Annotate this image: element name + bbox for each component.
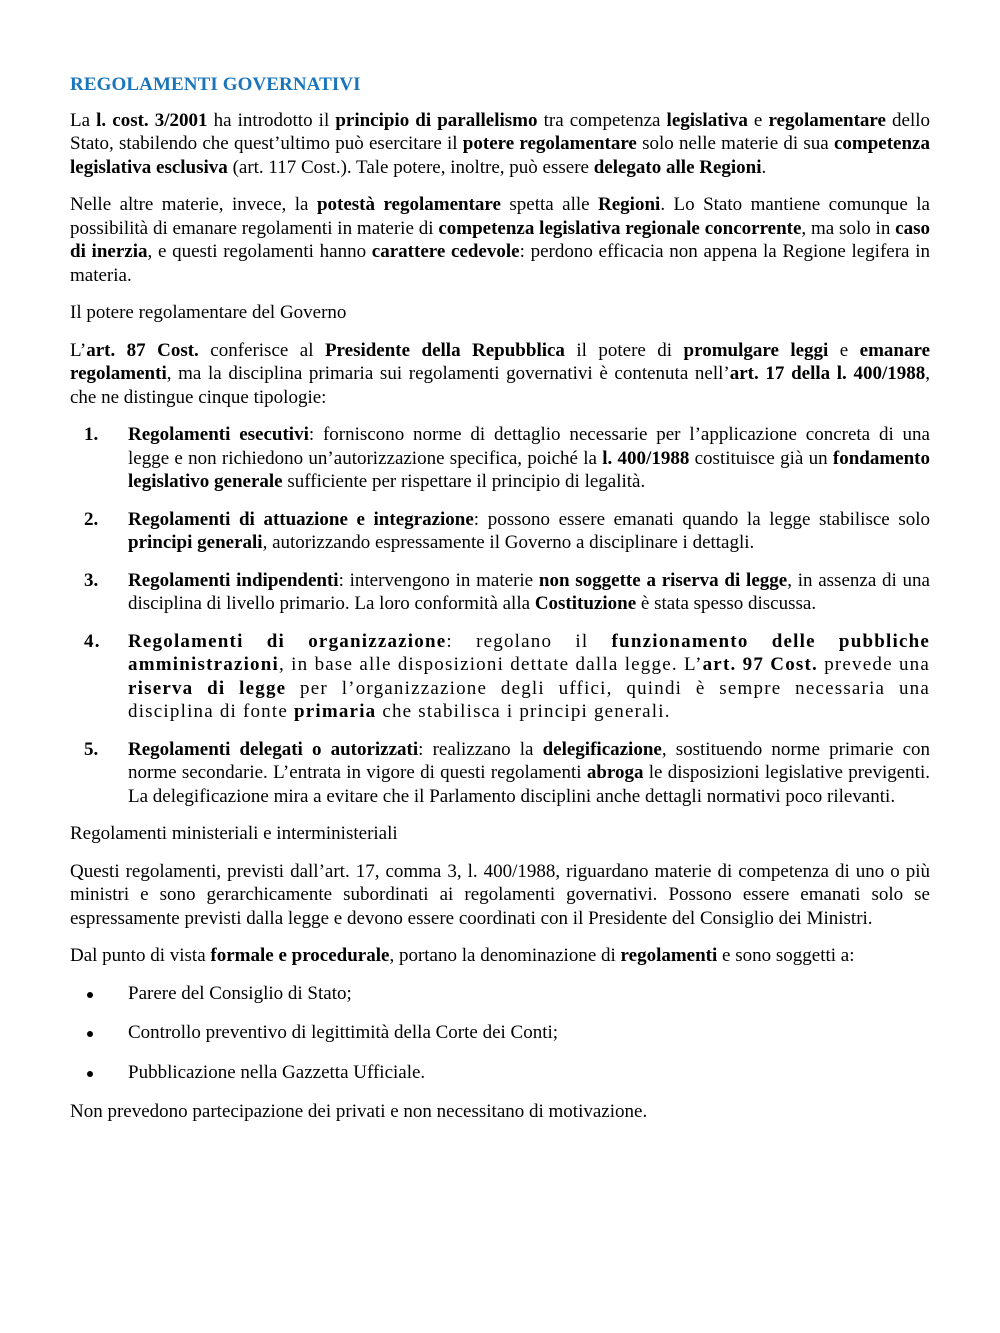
bold-term: principi generali [128,532,263,553]
bold-term: delegificazione [542,738,662,760]
bold-term: potere regolamentare [462,133,637,154]
bold-term: non soggette a riserva di legge [538,569,788,591]
bold-term: carattere cedevole [371,241,520,262]
paragraph-art87: L’art. 87 Cost. conferisce al Presidente della Repubblica il potere di promulgare leggi e emanare regolamenti, ma la disciplina primaria sui regolamenti governativi è contenuta nell’art. 17 della l. 400/1988, che ne distingue cinque tipologie: [70,339,931,408]
list-number: 5. [84,738,99,760]
bold-term: Regolamenti delegati o autorizzati [128,738,419,760]
bold-term: Regioni [598,194,661,215]
paragraph-formal: Dal punto di vista formale e procedurale, portano la denominazione di regolamenti e sono soggetti a: [70,945,855,966]
bullet-text: Pubblicazione nella Gazzetta Ufficiale. [128,1061,426,1083]
paragraph-ministerial: Questi regolamenti, previsti dall’art. 17, comma 3, l. 400/1988, riguardano materie di competenza di uno o più ministri e sono gerarchicamente subordinati ai regolamenti governativi. Possono essere emanati solo se espressamente previsti dalla legge e devono essere coordinati con il Presidente del Consiglio dei Ministri. [70,860,930,929]
list-item [70,630,930,724]
bold-term: primaria [293,701,377,722]
bold-term: legislativa [666,109,748,131]
regulation-types-list [70,423,930,808]
bold-term: promulgare leggi [683,339,829,361]
list-item [70,569,930,616]
bold-term: Presidente della Repubblica [324,339,565,361]
list-number: 2. [84,508,99,530]
bullet-icon [87,992,93,998]
bold-term: formale e procedurale [210,945,390,966]
bold-term: competenza legislativa esclusiva [70,133,930,178]
document-page [70,73,930,1138]
list-number: 1. [84,424,99,445]
bold-term: Regolamenti di attuazione e integrazione [128,508,474,530]
bold-term: delegato alle Regioni [593,156,762,178]
list-item-text: Regolamenti esecutivi: forniscono norme di dettaglio necessarie per l’applicazione concreta di una legge e non richiedono un’autorizzazione specifica, poiché la l. 400/1988 costituisce già un fondamento legislativo generale sufficiente per rispettare il principio di legalità. [128,424,930,492]
paragraph-regions: Nelle altre materie, invece, la potestà regolamentare spetta alle Regioni. Lo Stato mantiene comunque la possibilità di emanare regolamenti in materie di competenza legislativa regionale concorrente, ma solo in caso di inerzia, e questi regolamenti hanno carattere cedevole: perdono efficacia non appena la Regione legifera in materia. [70,194,930,286]
requirements-list [70,982,930,1085]
paragraph-closing: Non prevedono partecipazione dei privati e non necessitano di motivazione. [70,1101,648,1122]
list-number: 4. [84,630,101,652]
list-number: 3. [84,569,99,591]
bold-term: art. 87 Cost. [86,339,199,361]
list-item [70,423,930,494]
bold-term: art. 97 Cost. [702,654,818,675]
bullet-text: Parere del Consiglio di Stato; [128,982,352,1004]
bold-term: riserva di legge [128,677,287,699]
bullet-item [70,982,930,1006]
list-item-text: Regolamenti indipendenti: intervengono in materie non soggette a riserva di legge, in assenza di una disciplina di livello primario. La loro conformità alla Costituzione è stata spesso discussa. [128,569,930,614]
bold-term: art. 17 della l. 400/1988 [729,363,926,384]
bold-term: regolamentare [768,109,886,131]
bold-term: emanare regolamenti [70,339,931,384]
bold-term: potestà regolamentare [316,194,501,215]
bullet-icon [87,1071,93,1077]
bold-term: l. cost. 3/2001 [96,109,208,131]
bold-term: regolamenti [620,945,718,966]
list-item-text: Regolamenti delegati o autorizzati: realizzano la delegificazione, sostituendo norme primarie con norme secondarie. L’entrata in vigore di questi regolamenti abroga le disposizioni legislative previgenti. La delegificazione mira a evitare che il Parlamento disciplini anche dettagli normativi poco rilevanti. [128,738,930,807]
bold-term: abroga [586,762,644,783]
document-title: REGOLAMENTI GOVERNATIVI [70,74,361,95]
bold-term: fondamento legislativo generale [128,447,930,492]
bold-term: principio di parallelismo [335,109,538,131]
section-heading-ministerial: Regolamenti ministeriali e interministeriali [70,823,398,844]
bullet-icon [87,1031,93,1037]
bullet-text: Controllo preventivo di legittimità della Corte dei Conti; [128,1022,559,1043]
bold-term: funzionamento delle pubbliche amministrazioni [128,630,930,675]
section-heading-government: Il potere regolamentare del Governo [70,302,347,323]
bold-term: caso di inerzia [70,217,930,262]
bold-term: l. 400/1988 [602,447,690,469]
bold-term: competenza legislativa regionale concorrente [438,217,802,239]
paragraph-intro: La l. cost. 3/2001 ha introdotto il principio di parallelismo tra competenza legislativa e regolamentare dello Stato, stabilendo che quest’ultimo può esercitare il potere regolamentare solo nelle materie di sua competenza legislativa esclusiva (art. 117 Cost.). Tale potere, inoltre, può essere delegato alle Regioni. [70,109,930,178]
list-item-text: Regolamenti di organizzazione: regolano il funzionamento delle pubbliche amministrazioni, in base alle disposizioni dettate dalla legge. L’art. 97 Cost. prevede una riserva di legge per l’organizzazione degli uffici, quindi è sempre necessaria una disciplina di fonte primaria che stabilisca i principi generali. [128,630,930,722]
bold-term: Regolamenti indipendenti [128,569,339,591]
list-item [70,738,930,809]
bullet-item [70,1021,930,1045]
list-item-text: Regolamenti di attuazione e integrazione: possono essere emanati quando la legge stabilisce solo principi generali, autorizzando espressamente il Governo a disciplinare i dettagli. [128,508,930,553]
list-item [70,508,930,555]
bold-term: Regolamenti esecutivi [128,424,309,445]
bullet-item [70,1061,930,1085]
bold-term: Costituzione [534,593,637,614]
bold-term: Regolamenti di organizzazione [128,630,447,652]
